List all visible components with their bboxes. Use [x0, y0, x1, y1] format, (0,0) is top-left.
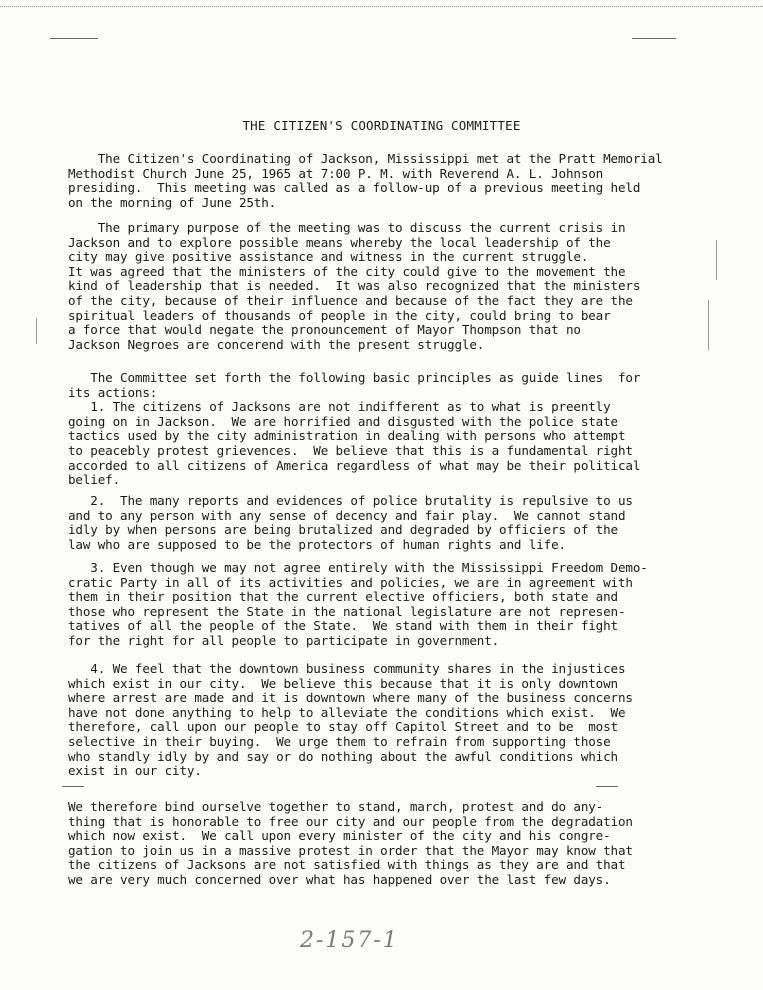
- text-line: 4. We feel that the downtown business community shares in the injustices: [68, 661, 626, 676]
- text-line: We therefore bind ourselve together to stand, march, protest and do any-: [68, 799, 604, 814]
- text-line: The Committee set forth the following basic principles as guide lines for: [68, 370, 641, 385]
- text-line: on the morning of June 25th.: [68, 194, 277, 210]
- text-line: The Citizen's Coordinating of Jackson, Mississippi met at the Pratt Memorial: [68, 151, 663, 166]
- text-line: its actions:: [68, 384, 158, 400]
- paragraph-point-four: [68, 662, 698, 779]
- paragraph-purpose: [68, 221, 698, 352]
- text-line: and to any person with any sense of decency and fair play. We cannot stand: [68, 507, 626, 523]
- text-line: selective in their buying. We urge them to refrain from supporting those: [68, 733, 611, 749]
- text-line: tactics used by the city administration in dealing with persons who attempt: [68, 428, 626, 444]
- text-line: going on in Jackson. We are horrified and disgusted with the police state: [68, 413, 618, 429]
- text-line: Methodist Church June 25, 1965 at 7:00 P. M. with Reverend A. L. Johnson: [68, 165, 604, 181]
- text-line: have not done anything to help to alleviate the conditions which exist. We: [68, 704, 626, 720]
- paragraph-principles: [68, 371, 698, 488]
- margin-mark: [36, 318, 37, 344]
- scan-edge: [0, 6, 763, 7]
- text-line: idly by when persons are being brutalized and degraded by officiers of the: [68, 522, 618, 538]
- text-line: spiritual leaders of thousands of people in the city, could bring to bear: [68, 307, 611, 323]
- text-line: cratic Party in all of its activities and policies, we are in agreement with: [68, 574, 633, 590]
- paragraph-point-two: [68, 494, 698, 552]
- text-line: kind of leadership that is needed. It was also recognized that the ministers: [68, 278, 641, 294]
- text-line: for the right for all people to participate in government.: [68, 632, 500, 648]
- text-line: to peacebly protest grievences. We believe that this is a fundamental right: [68, 442, 633, 458]
- paragraph-point-three: [68, 561, 698, 649]
- paragraph-intro: [68, 152, 698, 210]
- text-line: of the city, because of their influence and because of the fact they are the: [68, 292, 633, 308]
- text-line: accorded to all citizens of America regardless of what may be their political: [68, 457, 641, 473]
- text-line: 1. The citizens of Jacksons are not indifferent as to what is preently: [68, 399, 611, 415]
- text-line: tatives of all the people of the State. We stand with them in their fight: [68, 618, 618, 634]
- text-line: the citizens of Jacksons are not satisfied with things as they are and that: [68, 857, 626, 873]
- text-line: them in their position that the current elective officiers, both state and: [68, 589, 618, 605]
- document-title: THE CITIZEN'S COORDINATING COMMITTEE: [242, 118, 521, 133]
- text-line: Jackson and to explore possible means whereby the local leadership of the: [68, 234, 611, 250]
- text-line: It was agreed that the ministers of the city could give to the movement the: [68, 263, 626, 279]
- text-line: which exist in our city. We believe this because that it is only downtown: [68, 675, 618, 691]
- text-line: The primary purpose of the meeting was to discuss the current crisis in: [68, 220, 626, 235]
- scan-mark: [50, 38, 98, 39]
- text-line: which now exist. We call upon every minister of the city and his congre-: [68, 828, 611, 844]
- text-line: we are very much concerned over what has happened over the last few days.: [68, 871, 611, 887]
- scan-mark: [596, 786, 618, 787]
- text-line: Jackson Negroes are concerend with the present struggle.: [68, 336, 485, 352]
- text-line: therefore, call upon our people to stay off Capitol Street and to be most: [68, 719, 618, 735]
- text-line: where arrest are made and it is downtown where many of the business concerns: [68, 690, 633, 706]
- scan-mark: [62, 786, 84, 787]
- text-line: 2. The many reports and evidences of police brutality is repulsive to us: [68, 493, 633, 508]
- text-line: who standly idly by and say or do nothing about the awful conditions which: [68, 748, 618, 764]
- text-line: gation to join us in a massive protest in order that the Mayor may know that: [68, 842, 633, 858]
- text-line: exist in our city.: [68, 763, 202, 779]
- text-line: belief.: [68, 472, 121, 488]
- text-line: presiding. This meeting was called as a follow-up of a previous meeting held: [68, 180, 641, 196]
- text-line: thing that is honorable to free our city and our people from the degradation: [68, 813, 633, 829]
- handwritten-number: 2-157-1: [300, 928, 399, 953]
- paragraph-closing: [68, 800, 698, 888]
- text-line: 3. Even though we may not agree entirely with the Mississippi Freedom Demo-: [68, 560, 648, 575]
- text-line: city may give positive assistance and witness in the current struggle.: [68, 249, 589, 265]
- text-line: a force that would negate the pronouncement of Mayor Thompson that no: [68, 322, 581, 338]
- text-line: those who represent the State in the national legislature are not represen-: [68, 603, 626, 619]
- scan-mark: [632, 38, 676, 39]
- margin-mark: [708, 300, 709, 350]
- text-line: law who are supposed to be the protectors of human rights and life.: [68, 536, 566, 552]
- margin-mark: [716, 240, 717, 280]
